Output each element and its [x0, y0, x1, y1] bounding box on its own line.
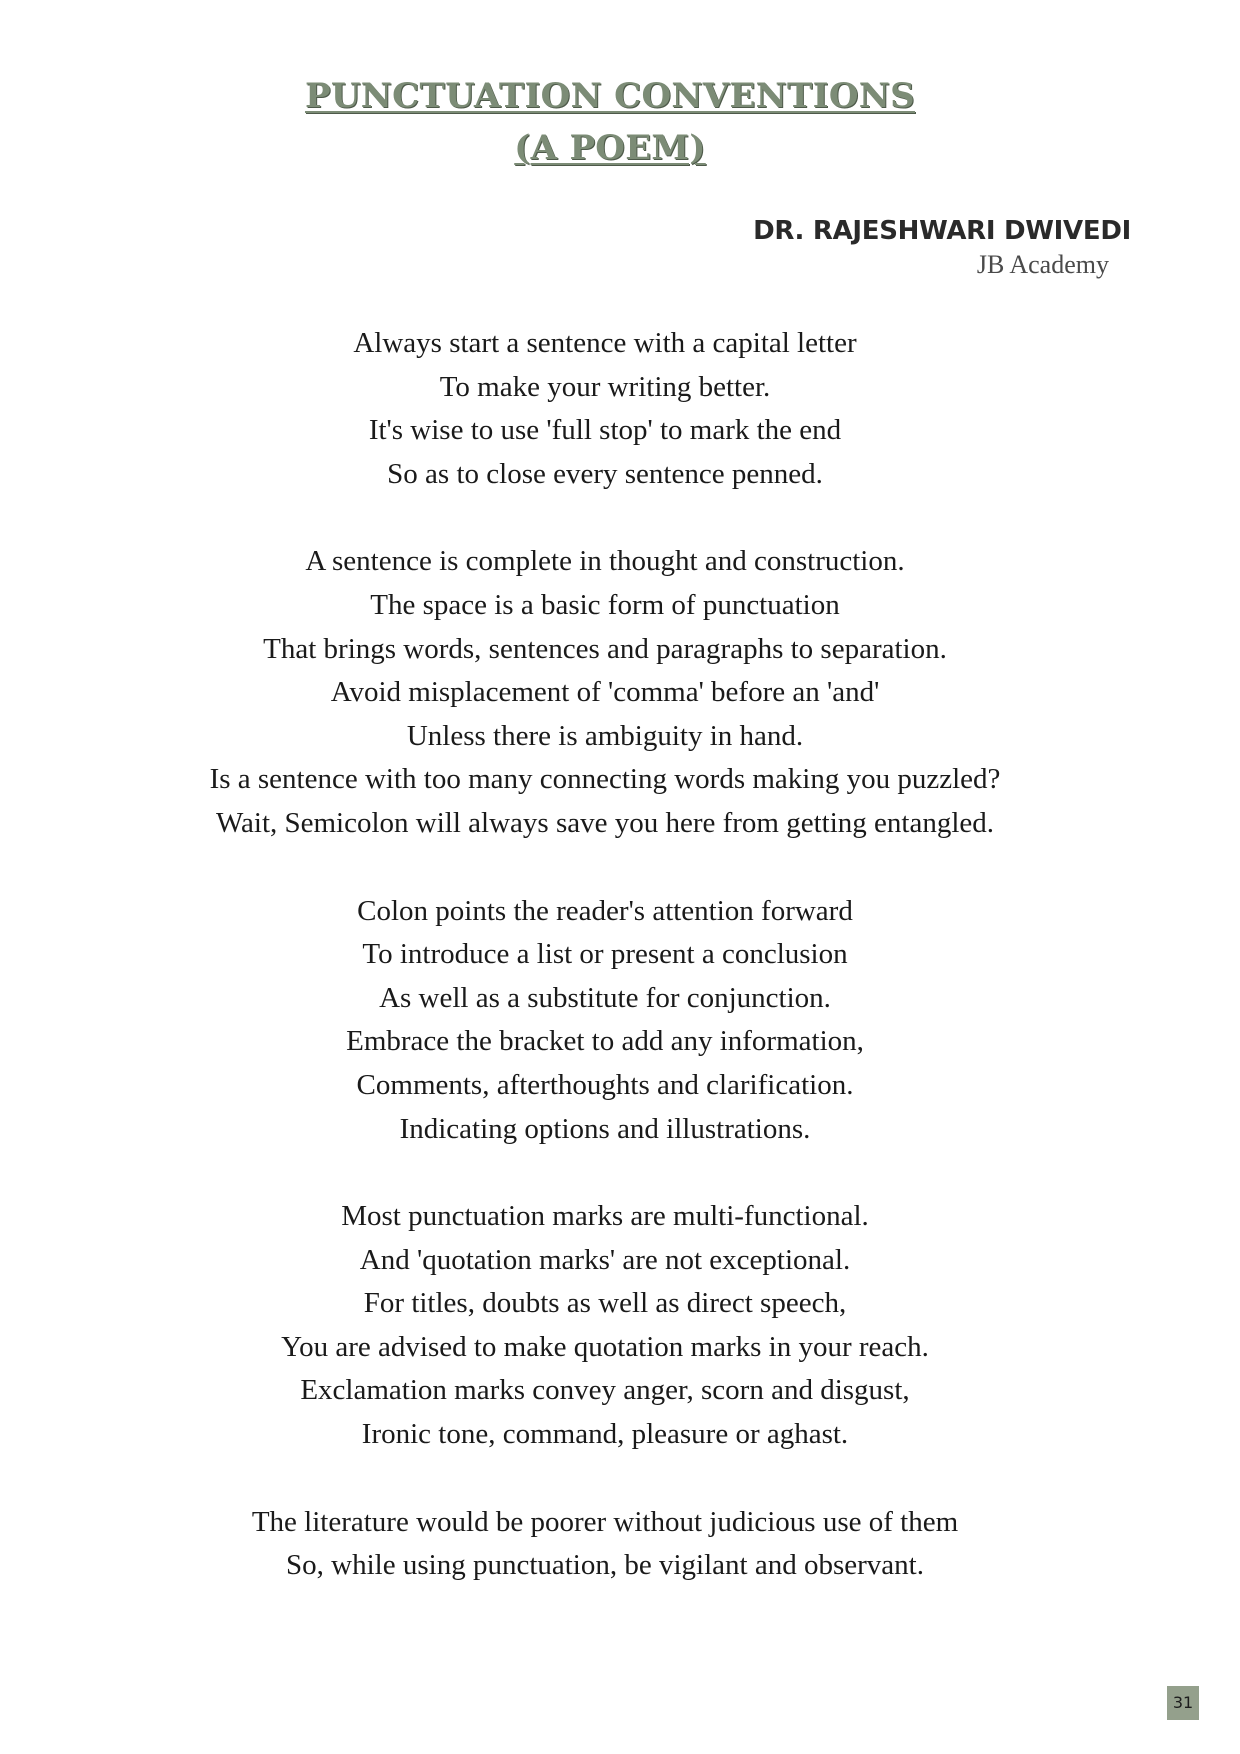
- page-subtitle: (A POEM): [514, 128, 706, 168]
- author-name: DR. RAJESHWARI DWIVEDI: [753, 216, 1131, 246]
- poem-line: Comments, afterthoughts and clarification.: [356, 1068, 854, 1101]
- page-number-badge: 31: [1167, 1686, 1199, 1720]
- author-block: [753, 214, 1131, 282]
- author-affiliation: JB Academy: [976, 250, 1109, 279]
- poem-body: [0, 322, 1210, 1632]
- poem-line: Is a sentence with too many connecting words making you puzzled?: [209, 763, 1001, 796]
- poem-line: The space is a basic form of punctuation: [370, 588, 840, 621]
- stanza-2: [0, 540, 1210, 845]
- poem-line: To introduce a list or present a conclusion: [362, 938, 848, 971]
- page-title: PUNCTUATION CONVENTIONS: [304, 76, 915, 116]
- poem-line: The literature would be poorer without judicious use of them: [251, 1505, 959, 1538]
- stanza-1: [0, 322, 1210, 496]
- poem-line: Exclamation marks convey anger, scorn and disgust,: [300, 1374, 910, 1407]
- poem-line: To make your writing better.: [439, 370, 771, 403]
- poem-line: A sentence is complete in thought and construction.: [305, 545, 905, 578]
- poem-line: Wait, Semicolon will always save you here from getting entangled.: [215, 806, 995, 839]
- poem-line: And 'quotation marks' are not exceptional.: [359, 1243, 851, 1276]
- poem-line: You are advised to make quotation marks in your reach.: [281, 1330, 929, 1363]
- poem-line: Colon points the reader's attention forward: [357, 894, 853, 927]
- poem-line: Embrace the bracket to add any information,: [346, 1025, 864, 1058]
- poem-line: It's wise to use 'full stop' to mark the end: [368, 414, 842, 447]
- poem-line: That brings words, sentences and paragraphs to separation.: [263, 632, 947, 665]
- stanza-5: [0, 1501, 1210, 1588]
- poem-line: Indicating options and illustrations.: [399, 1112, 811, 1145]
- stanza-3: [0, 890, 1210, 1152]
- poem-line: Avoid misplacement of 'comma' before an 'and': [330, 676, 880, 709]
- poem-line: Ironic tone, command, pleasure or aghast.: [361, 1418, 849, 1451]
- poem-line: So as to close every sentence penned.: [387, 457, 823, 490]
- poem-line: Always start a sentence with a capital letter: [353, 327, 857, 359]
- poem-line: Most punctuation marks are multi-functional.: [341, 1200, 869, 1233]
- poem-line: Unless there is ambiguity in hand.: [406, 719, 804, 752]
- poem-line: For titles, doubts as well as direct speech,: [363, 1287, 847, 1320]
- poem-line: As well as a substitute for conjunction.: [379, 981, 831, 1014]
- stanza-4: [0, 1195, 1210, 1457]
- poem-line: So, while using punctuation, be vigilant and observant.: [286, 1549, 924, 1582]
- title-block: [0, 70, 1240, 174]
